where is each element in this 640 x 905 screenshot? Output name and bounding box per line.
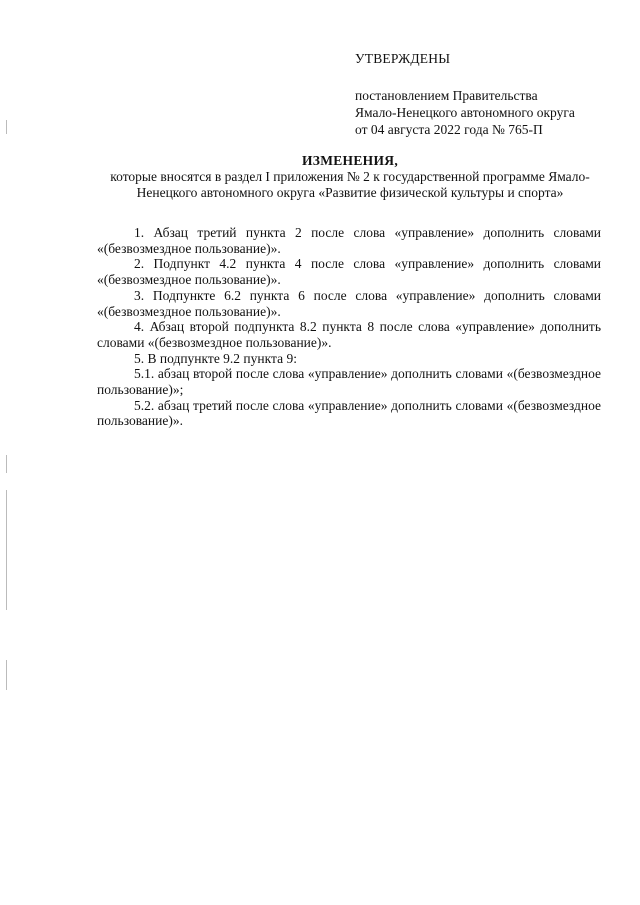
scan-mark [6, 660, 7, 690]
scan-mark [6, 490, 7, 610]
scan-margin-marks [6, 0, 10, 905]
document-body [97, 225, 601, 429]
document-heading [100, 153, 600, 201]
approval-line: Ямало-Ненецкого автономного округа [355, 105, 575, 120]
approval-line: постановлением Правительства [355, 88, 538, 103]
approval-line: от 04 августа 2022 года № 765-П [355, 122, 543, 137]
list-item: 5.2. абзац третий после слова «управление» дополнить словами «(безвозмездное пользование)». [97, 397, 601, 429]
approval-block [355, 50, 625, 138]
list-item: 4. Абзац второй подпункта 8.2 пункта 8 после слова «управление» дополнить словами «(безвозмездное пользование)». [97, 319, 601, 350]
scan-mark [6, 120, 7, 134]
list-item: 1. Абзац третий пункта 2 после слова «управление» дополнить словами «(безвозмездное пользование)». [97, 225, 601, 256]
document-subtitle: которые вносятся в раздел I приложения № 2 к государственной программе Ямало-Ненецкого автономного округа «Развитие физической культуры и спорта» [110, 169, 590, 200]
document-title: ИЗМЕНЕНИЯ, [301, 153, 398, 168]
list-item: 2. Подпункт 4.2 пункта 4 после слова «управление» дополнить словами «(безвозмездное пользование)». [97, 256, 601, 288]
list-item: 5.1. абзац второй после слова «управление» дополнить словами «(безвозмездное пользование)»; [97, 366, 601, 398]
approved-label: УТВЕРЖДЕНЫ [355, 51, 451, 66]
scan-mark [6, 455, 7, 473]
list-item: 3. Подпункте 6.2 пункта 6 после слова «управление» дополнить словами «(безвозмездное пользование)». [97, 287, 601, 319]
list-item: 5. В подпункте 9.2 пункта 9: [134, 350, 297, 366]
